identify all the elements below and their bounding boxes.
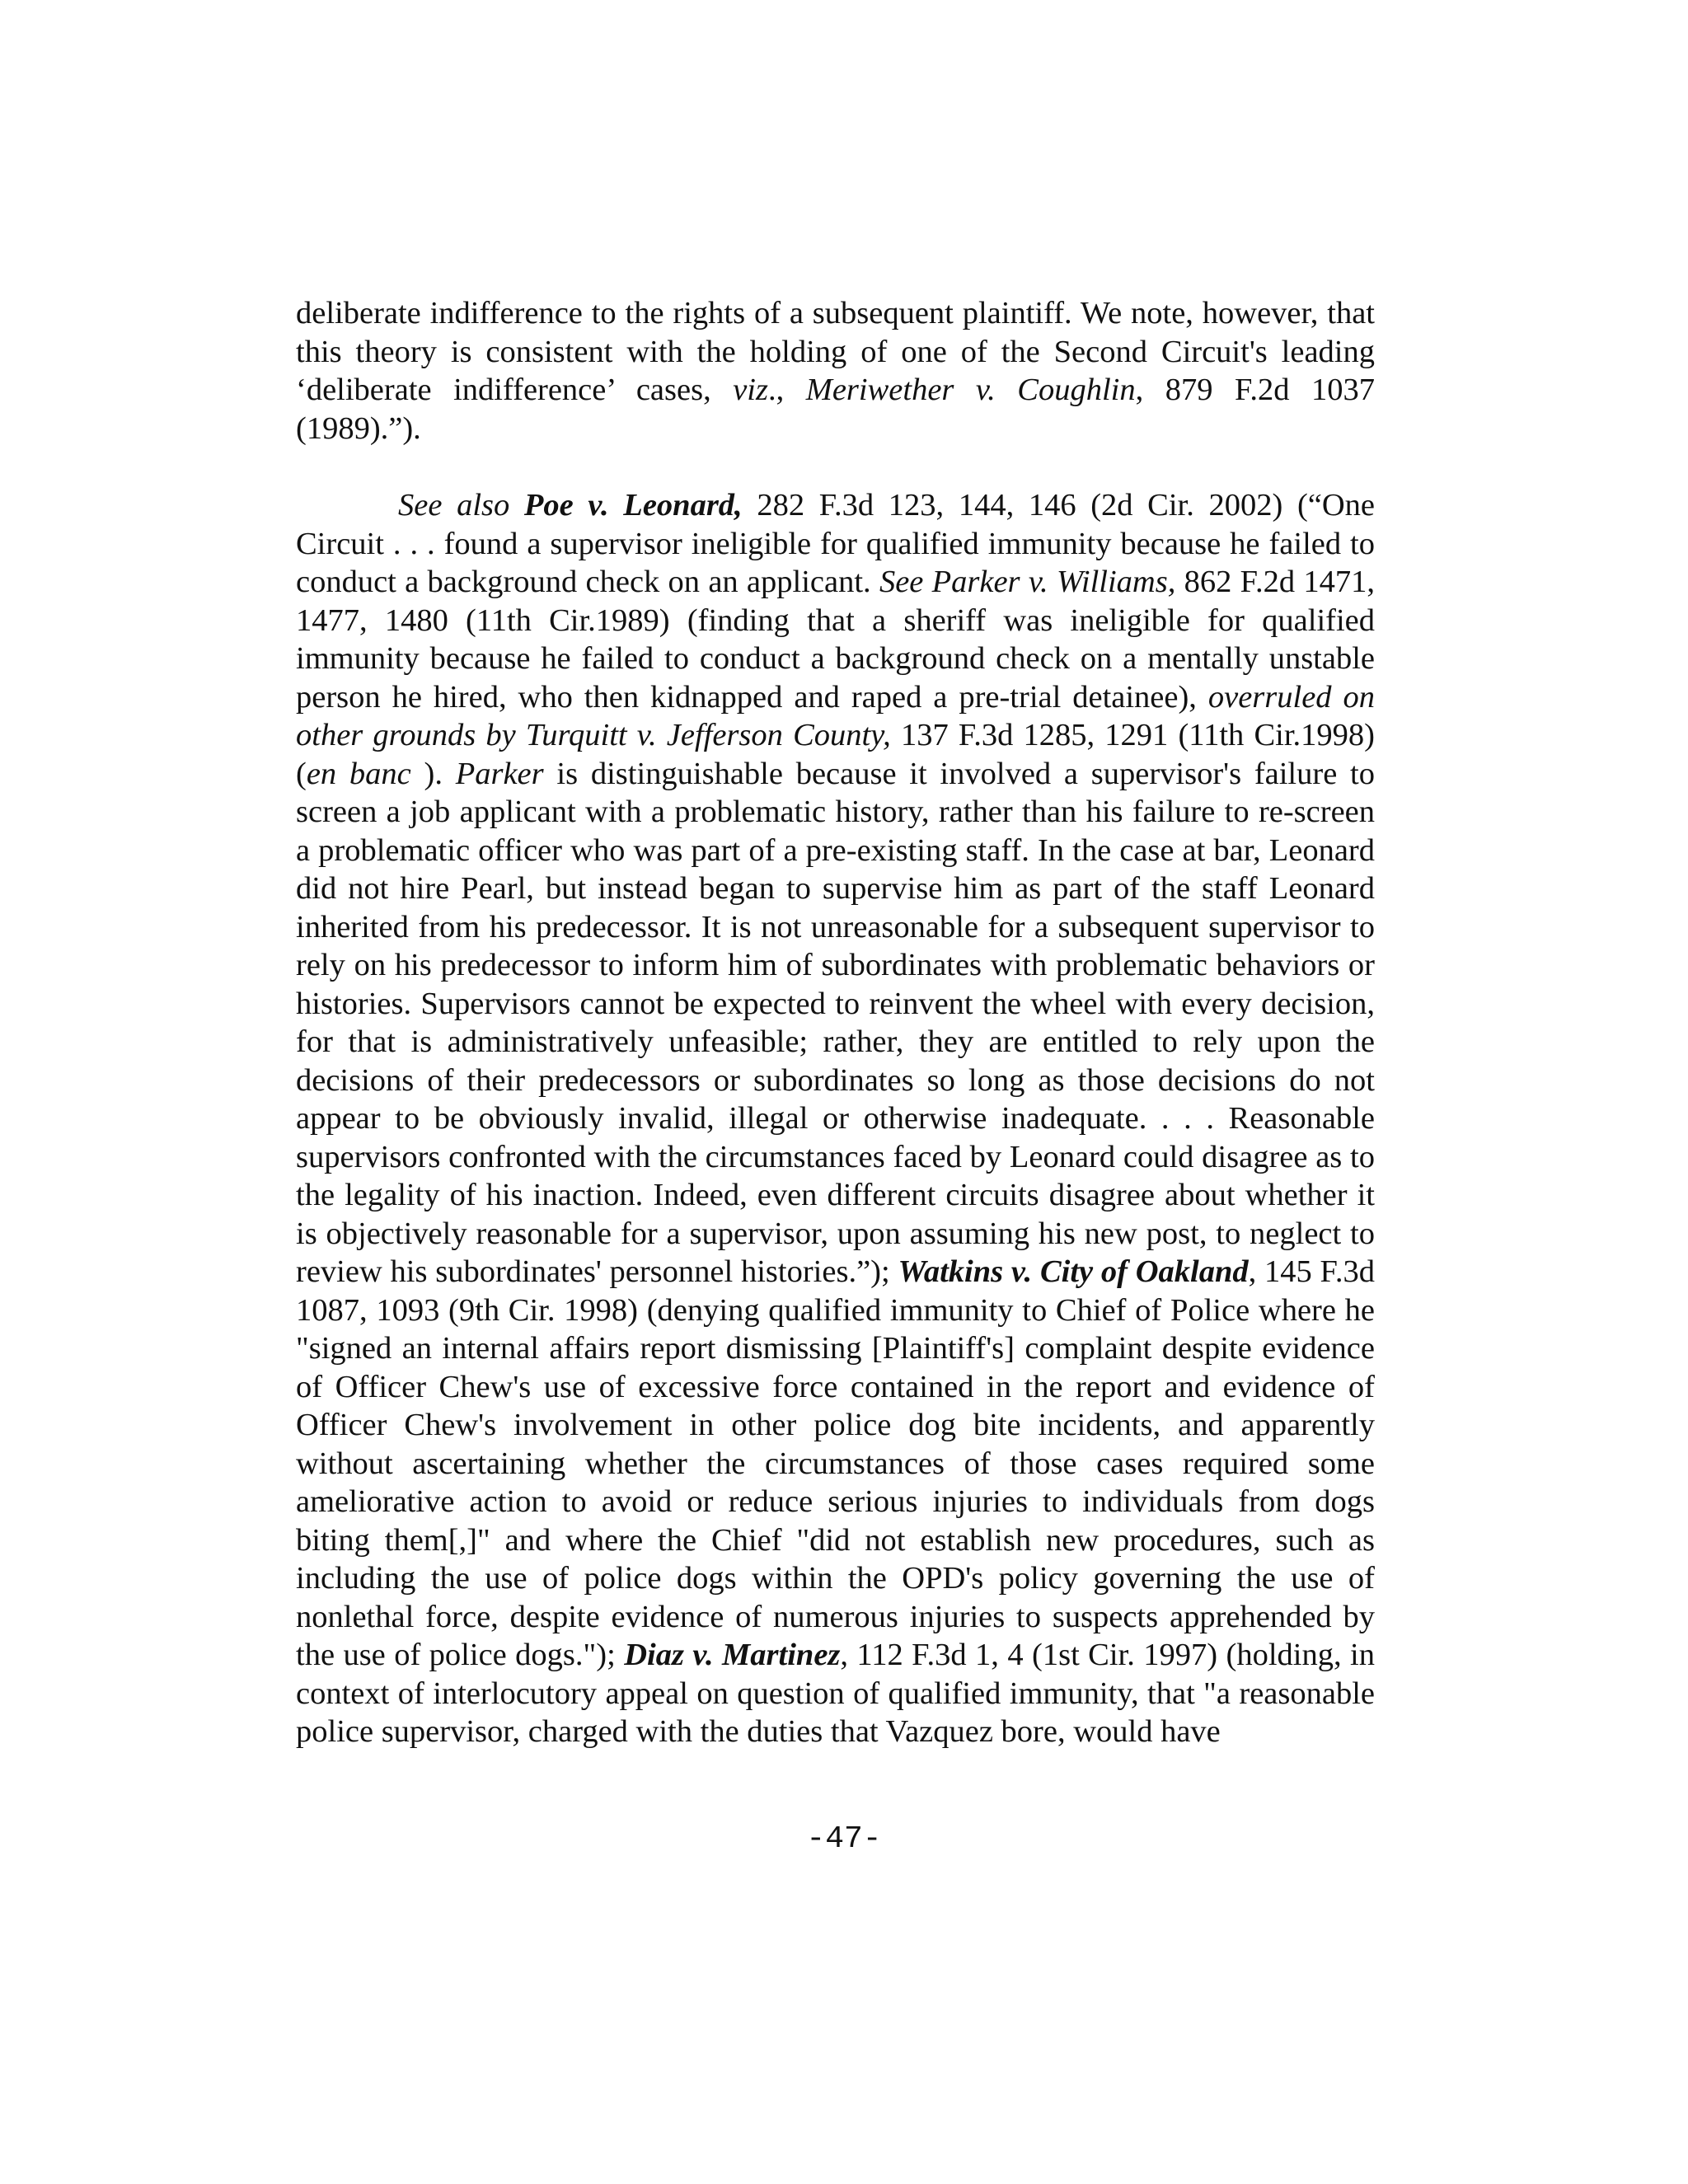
overruled-citation: overruled on other grounds by Turquitt v. Jefferson County,: [296, 679, 1375, 752]
text-run: .,: [768, 373, 806, 407]
text-run: deliberate indifference to the rights of a subsequent plaintiff. We note, however, that this theory is consistent with the holding of one of the Second Circuit's leading ‘deliberate indifference’ cases,: [296, 296, 1375, 407]
page-number: -47-: [806, 1821, 882, 1857]
italic-viz: viz: [733, 373, 768, 407]
text-run: , 145 F.3d 1087, 1093 (9th Cir. 1998) (denying qualified immunity to Chief of Police where he "signed an internal affairs report dismissing [Plaintiff's] complaint despite evidence of Officer Chew's use of excessive force contained in the report and evidence of Officer Chew's involvement in other police dog bite incidents, and apparently without ascertaining whether the circumstances of those cases required some ameliorative action to avoid or reduce serious injuries to individuals from dogs biting them[,]" and where the Chief "did not establish new procedures, such as including the use of police dogs within the OPD's policy governing the use of nonlethal force, despite evidence of numerous injuries to suspects apprehended by the use of police dogs.");: [296, 1254, 1375, 1672]
case-name-parker-v-williams: See Parker v. Williams,: [879, 565, 1176, 599]
text-run: , 112 F.3d 1, 4 (1st Cir. 1997) (holding, in context of interlocutory appeal on question of qualified immunity, that "a reasonable police supervisor, charged with the duties that Vazquez bore, would have: [296, 1638, 1375, 1749]
text-run: 282 F.3d 123, 144, 146 (2d Cir. 2002) (“One Circuit . . . found a supervisor ineligible for qualified immunity because he failed to conduct a background check on an applicant.: [296, 488, 1376, 599]
text-run: is distinguishable because it involved a supervisor's failure to screen a job applicant with a problematic history, rather than his failure to re-screen a problematic officer who was part of a pre-existing staff. In the case at bar, Leonard did not hire Pearl, but instead began to supervise him as part of the staff Leonard inherited from his predecessor. It is not unreasonable for a subsequent supervisor to rely on his predecessor to inform him of subordinates with problematic behaviors or histories. Supervisors cannot be expected to reinvent the wheel with every decision, for that is administratively unfeasible; rather, they are entitled to rely upon the decisions of their predecessors or subordinates so long as those decisions do not appear to be obviously invalid, illegal or otherwise inadequate. . . . Reasonable supervisors confronted with the circumstances faced by Leonard could disagree as to the legality of his inaction. Indeed, even different circuits disagree about whether it is objectively reasonable for a supervisor, upon assuming his new post, to neglect to review his subordinates' personnel histories.”);: [296, 756, 1375, 1289]
case-name-watkins: Watkins v. City of Oakland: [898, 1254, 1249, 1289]
text-run: ).: [410, 756, 456, 791]
paragraph-continued-quote: [296, 294, 1375, 448]
italic-en-banc: en banc: [306, 756, 411, 791]
case-name-parker: Parker: [455, 756, 544, 791]
signal-see-also: See also: [398, 488, 510, 523]
case-name-meriwether: Meriwether v. Coughlin: [805, 373, 1136, 407]
text-run: , 879 F.2d 1037 (1989).”).: [296, 373, 1375, 446]
text-run: 137 F.3d 1285, 1291 (11th Cir.1998) (: [296, 718, 1375, 791]
case-name-diaz: Diaz v. Martinez: [624, 1638, 841, 1672]
case-name-poe-v-leonard: Poe v. Leonard,: [523, 488, 743, 523]
paragraph-see-also: [296, 486, 1375, 1751]
text-run: 862 F.2d 1471, 1477, 1480 (11th Cir.1989) (finding that a sheriff was ineligible for qualified immunity because he failed to conduct a background check on a mentally unstable person he hired, who then kidnapped and raped a pre-trial detainee),: [296, 565, 1375, 715]
